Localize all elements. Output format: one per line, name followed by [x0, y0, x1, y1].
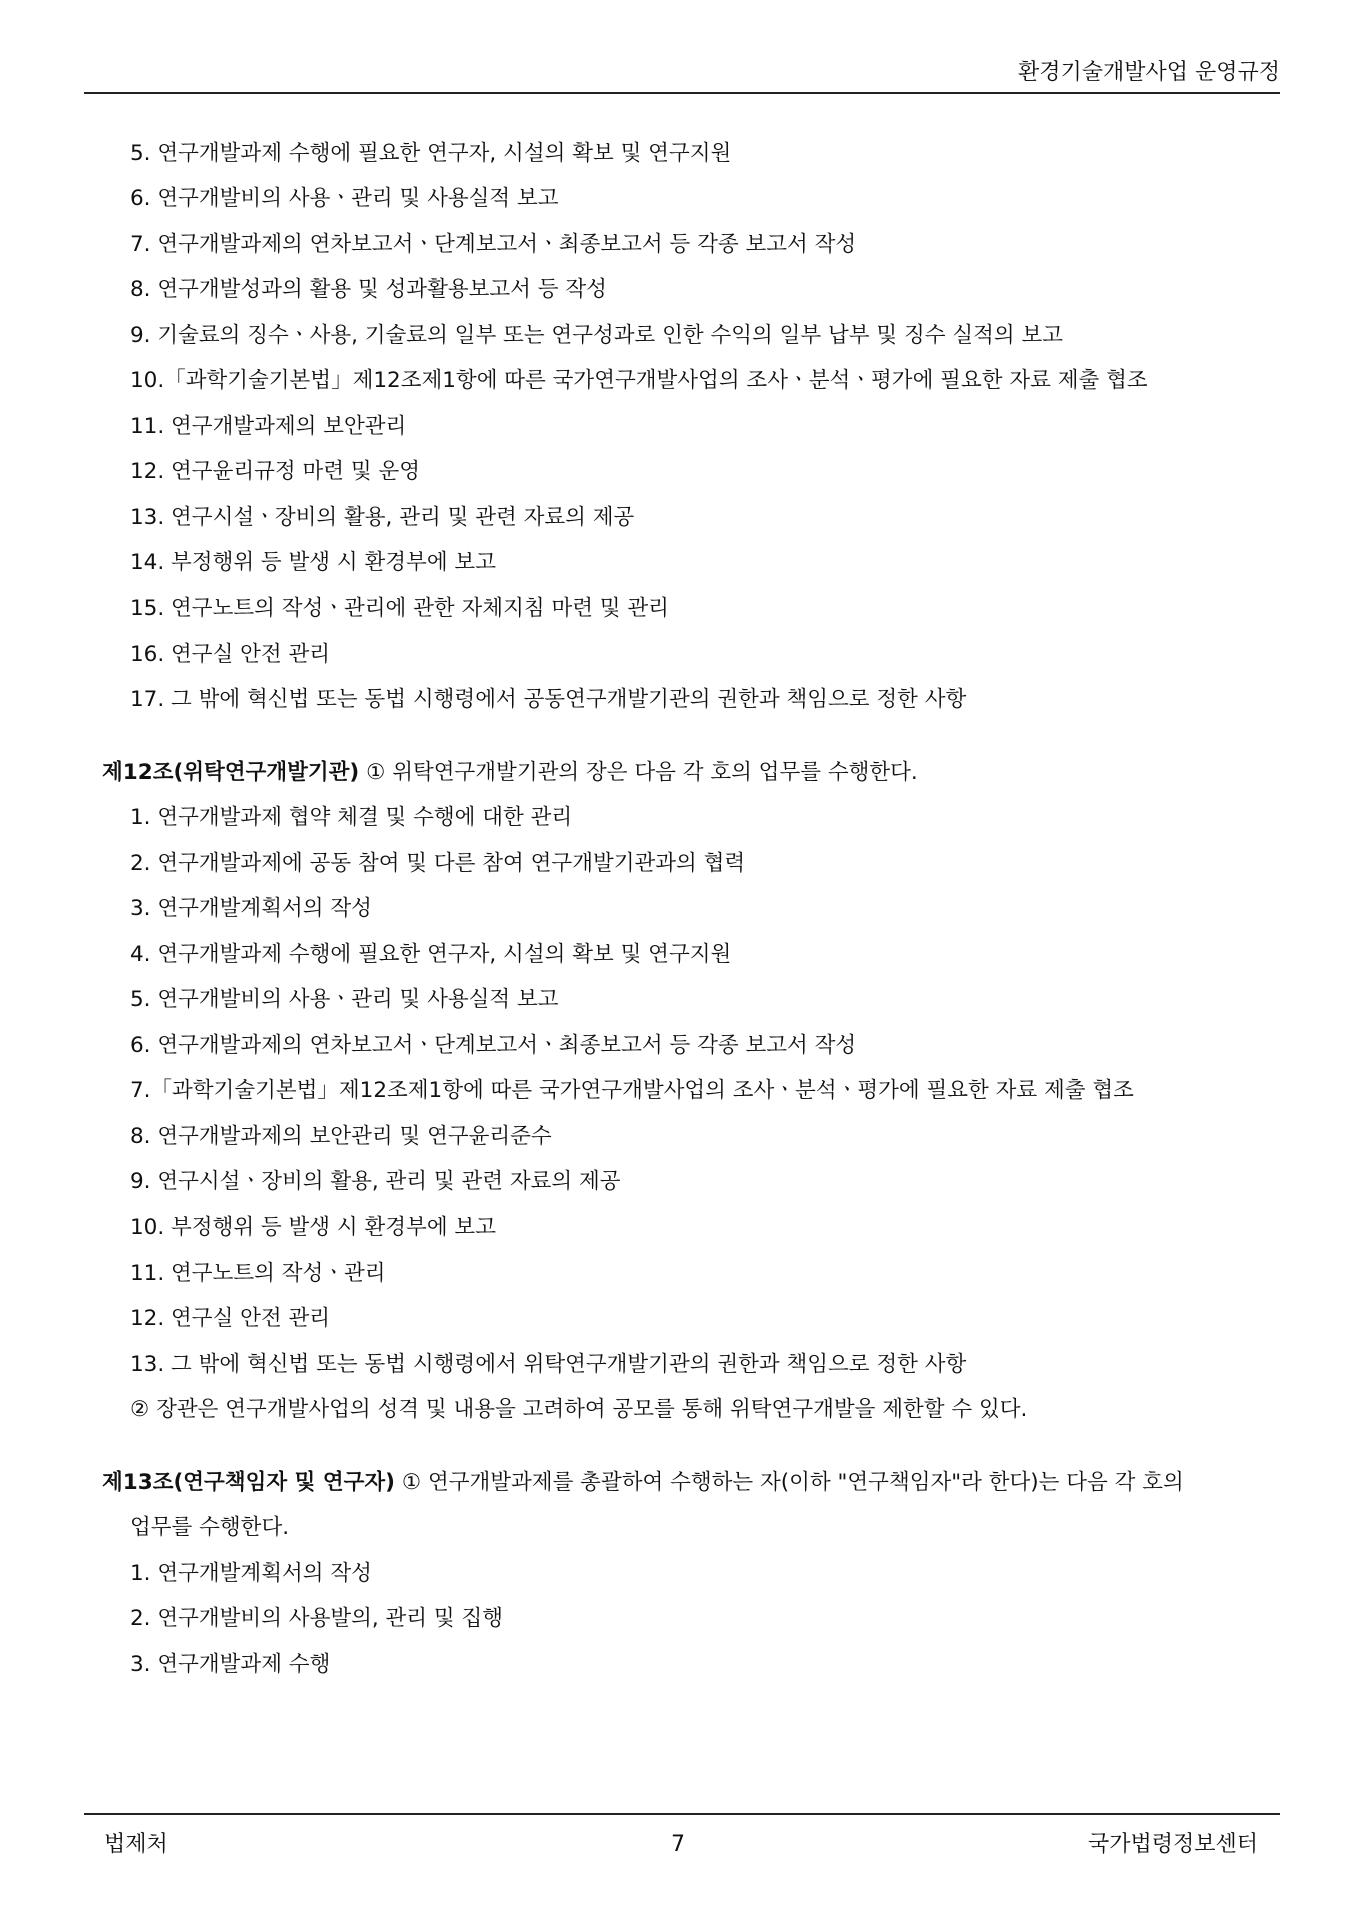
list-item: 13. 연구시설ㆍ장비의 활용, 관리 및 관련 자료의 제공 — [130, 505, 635, 530]
list-item: 3. 연구개발과제 수행 — [130, 1652, 331, 1677]
list-item: 17. 그 밖에 혁신법 또는 동법 시행령에서 공동연구개발기관의 권한과 책임으로 정한 사항 — [130, 687, 967, 712]
list-item: 6. 연구개발과제의 연차보고서ㆍ단계보고서ㆍ최종보고서 등 각종 보고서 작성 — [130, 1033, 857, 1058]
list-item: 8. 연구개발성과의 활용 및 성과활용보고서 등 작성 — [130, 277, 607, 302]
list-item: 6. 연구개발비의 사용ㆍ관리 및 사용실적 보고 — [130, 186, 559, 211]
footer-source: 법제처 — [104, 1832, 168, 1857]
list-item: 14. 부정행위 등 발생 시 환경부에 보고 — [130, 550, 496, 575]
list-item: 16. 연구실 안전 관리 — [130, 642, 331, 667]
list-item: 10. 부정행위 등 발생 시 환경부에 보고 — [130, 1215, 496, 1240]
page-header-title: 환경기술개발사업 운영규정 — [1017, 60, 1280, 85]
list-item: 10.「과학기술기본법」제12조제1항에 따른 국가연구개발사업의 조사ㆍ분석ㆍ평가에 필요한 자료 제출 협조 — [130, 368, 1148, 393]
list-item: 12. 연구윤리규정 마련 및 운영 — [130, 459, 420, 484]
list-item: 1. 연구개발계획서의 작성 — [130, 1561, 372, 1586]
list-item: 2. 연구개발비의 사용발의, 관리 및 집행 — [130, 1606, 504, 1631]
list-item: 9. 연구시설ㆍ장비의 활용, 관리 및 관련 자료의 제공 — [130, 1169, 621, 1194]
list-item: 5. 연구개발과제 수행에 필요한 연구자, 시설의 확보 및 연구지원 — [130, 141, 732, 166]
list-item: 7. 연구개발과제의 연차보고서ㆍ단계보고서ㆍ최종보고서 등 각종 보고서 작성 — [130, 232, 857, 257]
article-12-title: 제12조(위탁연구개발기관) — [102, 760, 360, 785]
article-13-heading — [102, 1468, 1184, 1498]
list-item: 11. 연구노트의 작성ㆍ관리 — [130, 1261, 386, 1286]
list-item: 9. 기술료의 징수ㆍ사용, 기술료의 일부 또는 연구성과로 인한 수익의 일부 납부 및 징수 실적의 보고 — [130, 323, 1064, 348]
header-rule — [84, 92, 1280, 94]
list-item: 3. 연구개발계획서의 작성 — [130, 896, 372, 921]
article-13-intro-continued: 업무를 수행한다. — [130, 1515, 290, 1540]
list-item: 11. 연구개발과제의 보안관리 — [130, 414, 407, 439]
list-item: 4. 연구개발과제 수행에 필요한 연구자, 시설의 확보 및 연구지원 — [130, 942, 732, 967]
list-item: 7.「과학기술기본법」제12조제1항에 따른 국가연구개발사업의 조사ㆍ분석ㆍ평가에 필요한 자료 제출 협조 — [130, 1078, 1134, 1103]
footer-rule — [84, 1813, 1280, 1815]
article-12-intro: ① 위탁연구개발기관의 장은 다음 각 호의 업무를 수행한다. — [359, 760, 918, 785]
article-12-heading — [102, 758, 918, 788]
footer-publisher: 국가법령정보센터 — [1087, 1832, 1258, 1857]
list-item: 1. 연구개발과제 협약 체결 및 수행에 대한 관리 — [130, 805, 573, 830]
list-item: 13. 그 밖에 혁신법 또는 동법 시행령에서 위탁연구개발기관의 권한과 책임으로 정한 사항 — [130, 1352, 967, 1377]
list-item: 15. 연구노트의 작성ㆍ관리에 관한 자체지침 마련 및 관리 — [130, 596, 669, 621]
article-13-title: 제13조(연구책임자 및 연구자) — [102, 1470, 396, 1495]
article-13-intro: ① 연구개발과제를 총괄하여 수행하는 자(이하 "연구책임자"라 한다)는 다음 각 호의 — [395, 1470, 1184, 1495]
list-item: 5. 연구개발비의 사용ㆍ관리 및 사용실적 보고 — [130, 987, 559, 1012]
list-item: 8. 연구개발과제의 보안관리 및 연구윤리준수 — [130, 1124, 552, 1149]
list-item: 2. 연구개발과제에 공동 참여 및 다른 참여 연구개발기관과의 협력 — [130, 851, 746, 876]
page-number: 7 — [671, 1832, 685, 1857]
list-item: 12. 연구실 안전 관리 — [130, 1306, 331, 1331]
article-12-paragraph-2: ② 장관은 연구개발사업의 성격 및 내용을 고려하여 공모를 통해 위탁연구개발을 제한할 수 있다. — [130, 1397, 1028, 1422]
